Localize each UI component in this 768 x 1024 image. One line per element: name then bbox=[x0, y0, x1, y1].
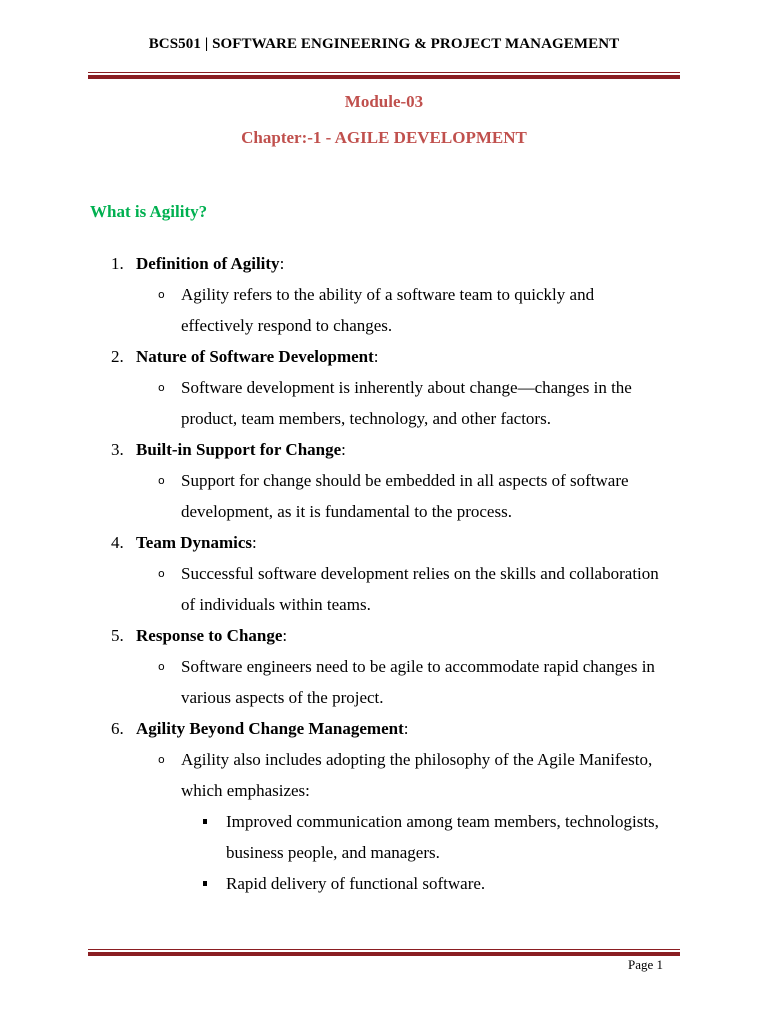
square-bullet-item bbox=[0, 806, 768, 868]
text-line: Improved communication among team members, technologists, bbox=[226, 812, 659, 831]
list-item-title: Team Dynamics bbox=[136, 533, 253, 552]
text-line: Successful software development relies on the skills and collaboration bbox=[181, 564, 659, 583]
list-item-number: 4. bbox=[111, 533, 124, 552]
circle-bullet-icon: o bbox=[158, 381, 165, 394]
sub-bullet-text bbox=[181, 558, 681, 620]
list-item-title: Response to Change bbox=[136, 626, 283, 645]
text-line: which emphasizes: bbox=[181, 781, 310, 800]
page-number: Page 1 bbox=[628, 957, 664, 972]
footer-rule bbox=[88, 949, 680, 956]
footer-rule-thin-line bbox=[88, 949, 680, 950]
sub-bullet-text bbox=[181, 651, 681, 713]
list-item-number: 6. bbox=[111, 719, 124, 738]
list-item bbox=[0, 620, 768, 651]
list-item-heading bbox=[136, 527, 257, 558]
circle-bullet-icon: o bbox=[158, 474, 165, 487]
sub-bullet-item bbox=[0, 279, 768, 341]
section-heading: What is Agility? bbox=[90, 202, 208, 221]
sub-bullet-text bbox=[181, 279, 681, 341]
page-header-title: BCS501 | SOFTWARE ENGINEERING & PROJECT MANAGEMENT bbox=[148, 36, 620, 52]
square-bullet-item bbox=[0, 868, 768, 899]
list-item-title: Built-in Support for Change bbox=[136, 440, 342, 459]
list-item-heading bbox=[136, 713, 408, 744]
module-title: Module-03 bbox=[344, 92, 424, 111]
sub-bullet-text bbox=[181, 372, 681, 434]
sub-bullet-item bbox=[0, 372, 768, 434]
list-item-number: 5. bbox=[111, 626, 124, 645]
list-item-number: 1. bbox=[111, 254, 124, 273]
footer-rule-thick-line bbox=[88, 952, 680, 956]
list-item-heading bbox=[136, 434, 346, 465]
list-item-colon: : bbox=[403, 719, 409, 738]
square-bullet-icon bbox=[203, 881, 207, 886]
text-line: Rapid delivery of functional software. bbox=[226, 874, 486, 893]
list-item-heading bbox=[136, 248, 284, 279]
sub-bullet-text bbox=[181, 465, 681, 527]
text-line: Software engineers need to be agile to accommodate rapid changes in bbox=[181, 657, 655, 676]
list-item-title: Definition of Agility bbox=[136, 254, 280, 273]
list-item bbox=[0, 713, 768, 744]
list-item-colon: : bbox=[279, 254, 285, 273]
header-rule-thin-line bbox=[88, 72, 680, 73]
list-item-title: Agility Beyond Change Management bbox=[136, 719, 404, 738]
sub-bullet-item bbox=[0, 465, 768, 527]
circle-bullet-icon: o bbox=[158, 753, 165, 766]
text-line: Support for change should be embedded in all aspects of software bbox=[181, 471, 629, 490]
text-line: Agility also includes adopting the philosophy of the Agile Manifesto, bbox=[181, 750, 653, 769]
square-bullet-icon bbox=[203, 819, 207, 824]
text-line: development, as it is fundamental to the process. bbox=[181, 502, 512, 521]
sub-bullet-item bbox=[0, 558, 768, 620]
list-item bbox=[0, 527, 768, 558]
list-item-number: 2. bbox=[111, 347, 124, 366]
list-item bbox=[0, 341, 768, 372]
circle-bullet-icon: o bbox=[158, 660, 165, 673]
list-item-colon: : bbox=[373, 347, 379, 366]
list-item-number: 3. bbox=[111, 440, 124, 459]
square-bullet-text bbox=[226, 868, 681, 899]
text-line: Agility refers to the ability of a software team to quickly and bbox=[181, 285, 595, 304]
list-item bbox=[0, 248, 768, 279]
text-line: various aspects of the project. bbox=[181, 688, 384, 707]
list-item-colon: : bbox=[341, 440, 346, 459]
text-line: of individuals within teams. bbox=[181, 595, 371, 614]
text-line: effectively respond to changes. bbox=[181, 316, 393, 335]
header-rule-thick-line bbox=[88, 75, 680, 79]
circle-bullet-icon: o bbox=[158, 567, 165, 580]
list-item bbox=[0, 434, 768, 465]
sub-bullet-item bbox=[0, 651, 768, 713]
text-line: Software development is inherently about change—changes in the bbox=[181, 378, 632, 397]
list-item-heading bbox=[136, 341, 379, 372]
list-item-colon: : bbox=[282, 626, 288, 645]
chapter-title: Chapter:-1 - AGILE DEVELOPMENT bbox=[241, 128, 527, 147]
header-rule bbox=[88, 72, 680, 79]
list-item-colon: : bbox=[252, 533, 257, 552]
sub-bullet-item bbox=[0, 744, 768, 806]
list-item-heading bbox=[136, 620, 287, 651]
list-item-title: Nature of Software Development bbox=[136, 347, 374, 366]
sub-bullet-text bbox=[181, 744, 681, 806]
circle-bullet-icon: o bbox=[158, 288, 165, 301]
square-bullet-text bbox=[226, 806, 681, 868]
text-line: product, team members, technology, and other factors. bbox=[181, 409, 551, 428]
numbered-list bbox=[0, 248, 768, 899]
text-line: business people, and managers. bbox=[226, 843, 440, 862]
